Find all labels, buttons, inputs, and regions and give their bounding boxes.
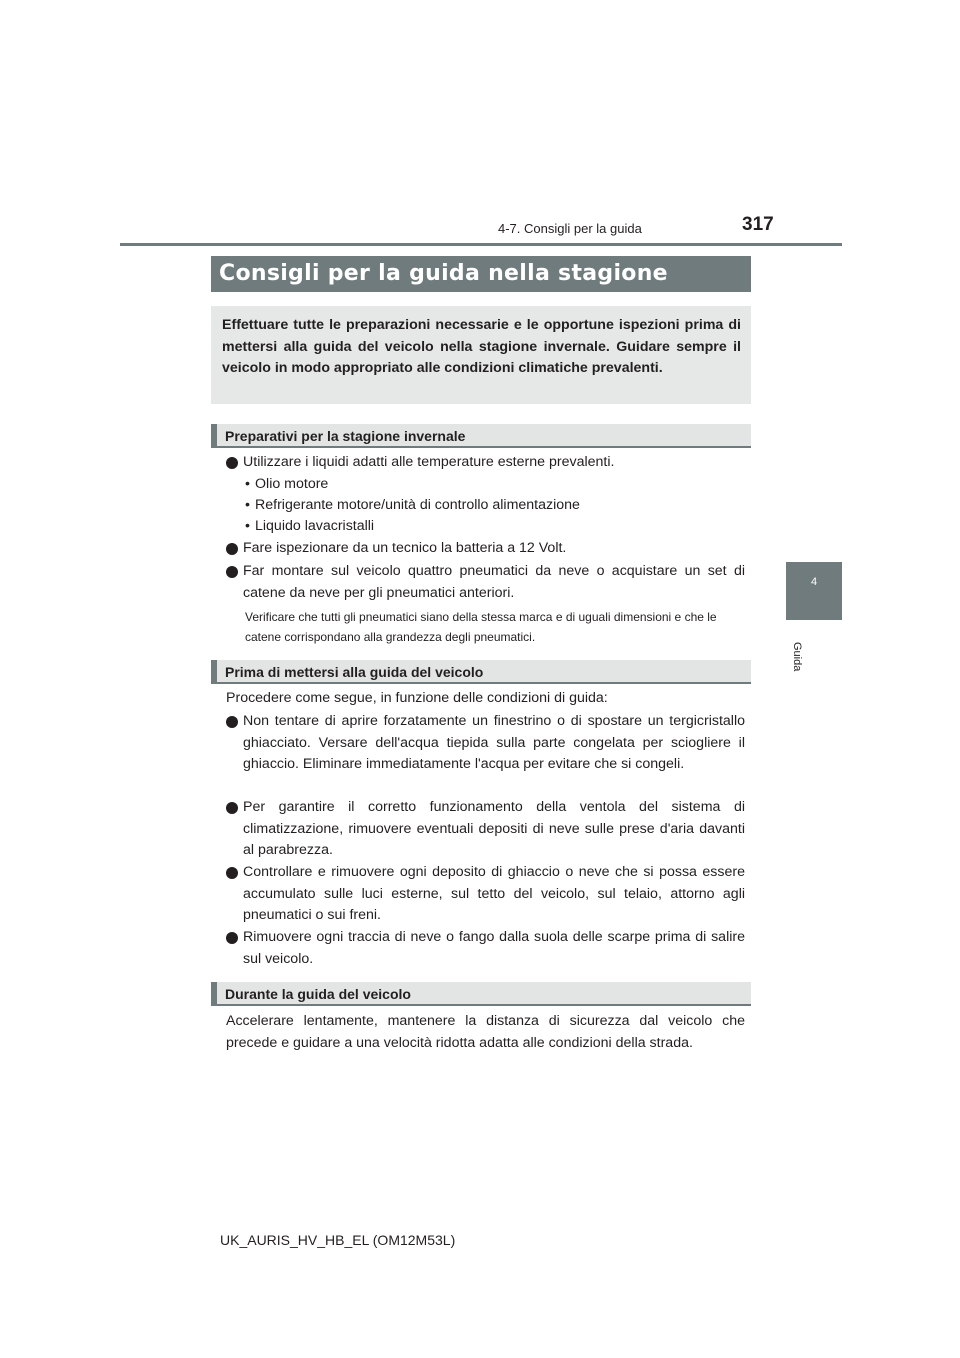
list-item-text: Controllare e rimuovere ogni deposito di ghiaccio o neve che si possa essere accumulato sulle luci esterne, sul tetto del veicolo, sul telaio, attorno agli pneumatici o sui freni. [243, 864, 745, 924]
section-body-text: Accelerare lentamente, mantenere la distanza di sicurezza dal veicolo che precede e guidare a una velocità ridotta adatta alle condizioni della strada. [226, 1013, 745, 1051]
list-item [226, 452, 745, 474]
list-item-text: Far montare sul veicolo quattro pneumatici da neve o acquistare un set di catene da neve per gli pneumatici anteriori. [243, 563, 745, 601]
section-heading-label: Preparativi per la stagione invernale [225, 428, 466, 444]
list-item [226, 862, 745, 927]
sub-list-item: • Olio motore [245, 476, 329, 492]
bullet-icon [226, 457, 238, 469]
bullet-icon [226, 566, 238, 578]
sub-list-item-text: Refrigerante motore/unità di controllo alimentazione [255, 497, 580, 513]
bullet-icon [226, 802, 238, 814]
sub-list-item: • Refrigerante motore/unità di controllo alimentazione [245, 497, 580, 513]
chapter-tab [786, 562, 842, 620]
section-marker [211, 982, 217, 1004]
bullet-icon [226, 543, 238, 555]
footer-document-code: UK_AURIS_HV_HB_EL (OM12M53L) [220, 1232, 456, 1248]
note-text: Verificare che tutti gli pneumatici siano della stessa marca e di uguali dimensioni e che le catene corrispondano alla grandezza degli pneumatici. [245, 610, 717, 644]
section-heading-durante [211, 982, 751, 1006]
list-item-text: Rimuovere ogni traccia di neve o fango dalla suola delle scarpe prima di salire sul veicolo. [243, 929, 745, 967]
list-item [226, 561, 745, 604]
sub-list-item: • Liquido lavacristalli [245, 518, 375, 534]
section-heading-prima [211, 660, 751, 684]
running-header: 4-7. Consigli per la guida [498, 221, 642, 236]
page-title: Consigli per la guida nella stagione [211, 256, 751, 292]
list-item-text: Non tentare di aprire forzatamente un finestrino o di spostare un tergicristallo ghiacciato. Versare dell'acqua tiepida sulla parte congelata per sciogliere il ghiaccio. Eliminare immediatamente l'acqua per evitare che si congeli. [243, 713, 745, 773]
section-heading-label: Prima di mettersi alla guida del veicolo [225, 664, 484, 680]
intro-box: Effettuare tutte le preparazioni necessarie e le opportune ispezioni prima di mettersi alla guida del veicolo nella stagione invernale. Guidare sempre il veicolo in modo appropriato alle condizioni climatiche prevalenti. [211, 306, 751, 404]
section-intro-text: Procedere come segue, in funzione delle condizioni di guida: [226, 690, 608, 706]
list-item [226, 927, 745, 970]
page-number: 317 [742, 214, 774, 235]
list-item-text: Per garantire il corretto funzionamento della ventola del sistema di climatizzazione, rimuovere eventuali depositi di neve sulle prese d'aria davanti al parabrezza. [243, 799, 745, 859]
section-heading-preparativi [211, 424, 751, 448]
chapter-side-label: Guida [791, 642, 803, 672]
sub-list-item-text: Liquido lavacristalli [255, 518, 375, 534]
section-marker [211, 424, 217, 446]
chapter-tab-number: 4 [810, 576, 818, 588]
list-item-text: Utilizzare i liquidi adatti alle temperature esterne prevalenti. [243, 454, 615, 470]
bullet-icon [226, 867, 238, 879]
section-heading-label: Durante la guida del veicolo [225, 986, 411, 1002]
list-item [226, 538, 745, 560]
sub-list-item-text: Olio motore [255, 476, 329, 492]
list-item-text: Fare ispezionare da un tecnico la batteria a 12 Volt. [243, 540, 567, 556]
header-rule [120, 243, 842, 246]
list-item [226, 711, 745, 776]
list-item [226, 797, 745, 862]
section-marker [211, 660, 217, 682]
bullet-icon [226, 716, 238, 728]
bullet-icon [226, 932, 238, 944]
